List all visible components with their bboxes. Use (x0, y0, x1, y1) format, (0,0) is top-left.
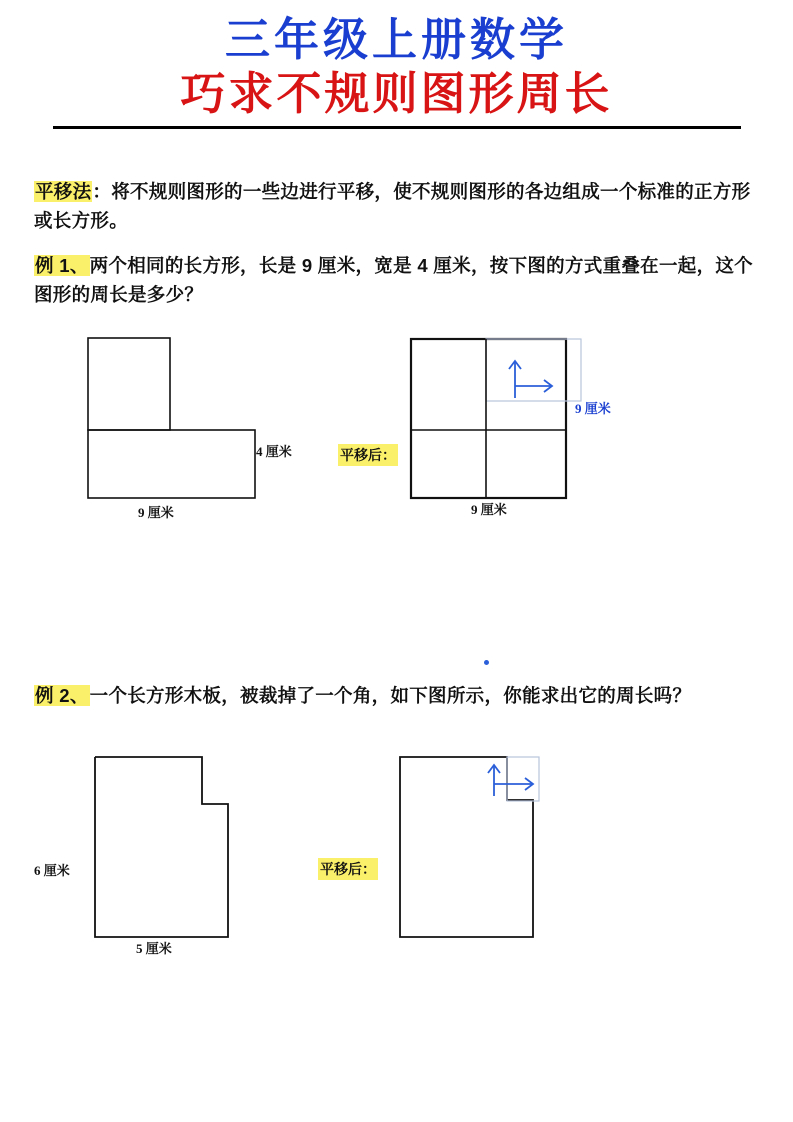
example1-text: 两个相同的长方形，长是 9 厘米，宽是 4 厘米，按下图的方式重叠在一起，这个图形的周长是多少？ (34, 255, 753, 305)
example2-transform-label: 平移后： (318, 858, 378, 880)
example1-label: 例 1、 (35, 255, 89, 276)
page-title (0, 0, 793, 129)
example2-right-shape (392, 752, 582, 947)
example1-right-figure (408, 336, 611, 517)
example2-text: 一个长方形木板，被裁掉了一个角，如下图所示，你能求出它的周长吗？ (89, 685, 692, 706)
example1-paragraph (34, 252, 756, 309)
method-paragraph (34, 178, 756, 235)
example1-left-figure (86, 336, 292, 520)
example2-left-side-label: 6 厘米 (34, 863, 70, 878)
method-text: 将不规则图形的一些边进行平移，使不规则图形的各边组成一个标准的正方形或长方形。 (34, 181, 751, 231)
method-label: 平移法 (35, 181, 92, 202)
title-divider (53, 126, 741, 129)
example1-left-shape (86, 336, 261, 506)
method-colon: ： (92, 181, 112, 202)
translation-arrow-icon (509, 361, 552, 398)
example1-right-bottom-label: 9 厘米 (471, 502, 507, 517)
stray-dot-marker (484, 660, 489, 665)
example1-right-side-label: 9 厘米 (575, 401, 611, 416)
example2-left-figure (34, 752, 240, 956)
title-line-1: 三年级上册数学 (224, 14, 568, 65)
example2-right-figure (392, 752, 582, 947)
example1-left-width-label: 4 厘米 (256, 444, 292, 459)
example2-paragraph (34, 682, 756, 711)
example2-left-shape (60, 752, 240, 947)
example1-transform-label: 平移后： (338, 444, 398, 466)
example2-label: 例 2、 (35, 685, 89, 706)
translation-arrow-icon (488, 765, 533, 796)
example1-left-bottom-label: 9 厘米 (138, 505, 174, 520)
example2-left-bottom-label: 5 厘米 (136, 941, 172, 956)
example1-right-shape (408, 336, 588, 506)
title-line-2: 巧求不规则图形周长 (180, 67, 613, 119)
